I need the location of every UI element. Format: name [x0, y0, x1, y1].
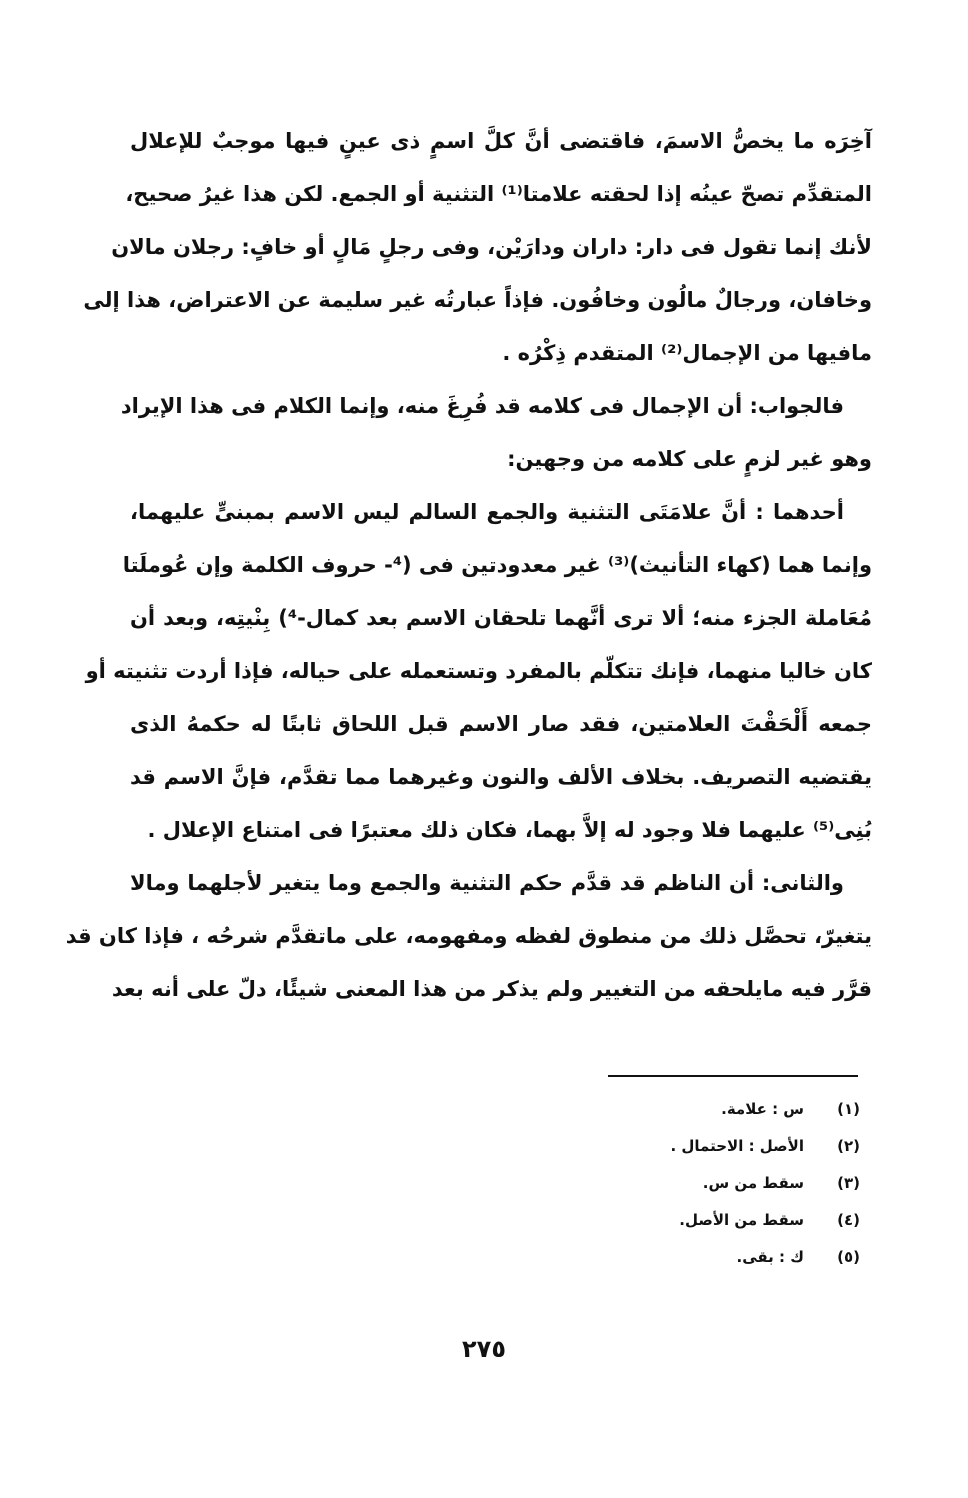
footnote-number: (٥)	[837, 1247, 860, 1266]
text-line: وإنما هما (كهاء التأنيث)⁽³⁾ غير معدودتين فى (⁴- حروف الكلمة وإن عُوملَتا	[122, 553, 872, 577]
footnote-text: الأصل : الاحتمال .	[670, 1136, 804, 1155]
text-line: وهو غير لزمٍ على كلامه من وجهين:	[507, 447, 872, 471]
text-line: فالجواب: أن الإجمال فى كلامه قد فُرِغَ منه، وإنما الكلام فى هذا الإيراد	[120, 394, 844, 418]
footnote-text: سقط من الأصل.	[679, 1210, 804, 1229]
footnotes-list	[500, 1090, 860, 1275]
text-line: يتغيرّ، تحصَّل ذلك من منطوق لفظه ومفهومه، على ماتقدَّم شرحُه ، فإذا كان قد	[65, 924, 872, 948]
text-line: مُعَاملة الجزء منه؛ ألا ترى أنَّهما تلحقان الاسم بعد كمال-⁴) بِنْيتِه، وبعد أن	[130, 606, 872, 630]
footnote-item	[500, 1090, 860, 1127]
footnote-item	[500, 1238, 860, 1275]
text-line: يقتضيه التصريف. بخلاف الألف والنون وغيرهما مما تقدَّم، فإنَّ الاسم قد	[130, 765, 872, 789]
footnote-text: س : علامة.	[721, 1099, 804, 1118]
footnote-item	[500, 1201, 860, 1238]
text-line: المتقدِّم تصحّ عينُه إذا لحقته علامتا⁽¹⁾ التثنية أو الجمع. لكن هذا غيرُ صحيح،	[125, 182, 872, 206]
footnote-separator	[608, 1075, 858, 1077]
footnote-item	[500, 1164, 860, 1201]
footnote-number: (١)	[837, 1099, 860, 1118]
footnote-text: ك : بقى.	[736, 1247, 804, 1266]
text-line: والثانى: أن الناظم قد قدَّم حكم التثنية والجمع وما يتغير لأجلهما ومالا	[130, 871, 844, 895]
footnote-number: (٣)	[837, 1173, 860, 1192]
text-line: مافيها من الإجمال⁽²⁾ المتقدم ذِكْرُه .	[502, 341, 872, 365]
footnote-text: سقط من س.	[702, 1173, 804, 1192]
text-line: أحدهما : أنَّ علامَتَى التثنية والجمع السالم ليس الاسم بمبنىٍّ عليهما،	[130, 500, 844, 524]
text-line: كان خاليا منهما، فإنك تتكلّم بالمفرد وتستعمله على حياله، فإذا أردت تثنيته أو	[85, 659, 872, 683]
text-line: آخِرَه ما يخصُّ الاسمَ، فاقتضى أنَّ كلَّ اسمٍ ذى عينٍ فيها موجبٌ للإعلال	[130, 129, 872, 153]
text-line: جمعه أَلْحَقْتَ العلامتين، فقد صار الاسم قبل اللحاق ثابتًا له حكمهُ الذى	[130, 712, 872, 736]
text-line: قرَّر فيه مايلحقه من التغيير ولم يذكر من هذا المعنى شيئًا، دلّ على أنه بعد	[111, 977, 872, 1001]
footnote-number: (٢)	[837, 1136, 860, 1155]
text-line: بُنِى⁽⁵⁾ عليهما فلا وجود له إلاَّ بهما، فكان ذلك معتبرًا فى امتناع الإعلال .	[147, 818, 872, 842]
footnote-number: (٤)	[837, 1210, 860, 1229]
page-number: ٢٧٥	[462, 1335, 506, 1363]
main-text-block	[65, 115, 872, 1016]
footnote-item	[500, 1127, 860, 1164]
text-line: لأنك إنما تقول فى دار: داران ودارَيْن، وفى رجلٍ مَالٍ أو خافٍ: رجلان مالان	[111, 235, 872, 259]
text-line: وخافان، ورجالٌ مالُون وخافُون. فإذاً عبارتُه غير سليمة عن الاعتراض، هذا إلى	[83, 288, 872, 312]
